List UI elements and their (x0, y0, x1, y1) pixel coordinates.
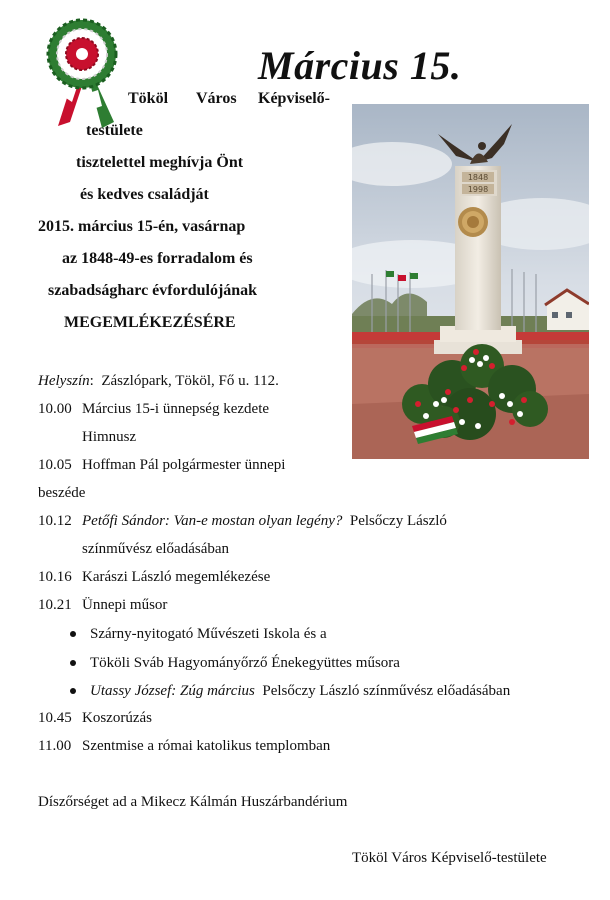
program-text: Március 15-i ünnepség kezdete (82, 401, 270, 417)
honor-guard-line: Díszőrséget ad a Mikecz Kálmán Huszárbandérium (38, 794, 348, 810)
program-continuation: színművész előadásában (82, 541, 230, 557)
poem-title: Petőfi Sándor: Van-e mostan olyan legény? (82, 513, 343, 529)
bullet-item (70, 683, 510, 700)
program-time: 10.00 (38, 401, 72, 417)
program-time: 10.05 (38, 457, 72, 473)
page-title: Március 15. (258, 43, 462, 88)
bullet-item (70, 626, 327, 643)
bullet-item (70, 655, 400, 672)
invite-line-1a: Tököl (128, 90, 169, 107)
program-text (82, 513, 447, 530)
invite-line-5: 2015. március 15-én, vasárnap (38, 218, 246, 235)
bullet-icon (70, 631, 76, 637)
performer: Pelsőczy László (349, 513, 447, 529)
program-time: 10.12 (38, 513, 72, 529)
invite-line-4: és kedves családját (80, 186, 209, 203)
hungarian-cockade-icon (44, 18, 120, 130)
bullet-icon (70, 688, 76, 694)
location-colon: : (89, 373, 94, 389)
invite-line-6: az 1848-49-es forradalom és (62, 250, 253, 267)
invite-line-3: tisztelettel meghívja Önt (76, 154, 244, 171)
invite-line-1c: Képviselő- (258, 90, 330, 107)
bullet-text: Pelsőczy László színművész előadásában (262, 683, 511, 699)
bullet-icon (70, 660, 76, 666)
poem-title: Utassy József: Zúg március (90, 683, 255, 699)
program-text: Hoffman Pál polgármester ünnepi (82, 457, 286, 473)
location-label: Helyszín (38, 373, 90, 389)
monument-year-bottom: 1998 (467, 185, 489, 194)
monument-photo (352, 104, 589, 459)
invite-line-7: szabadságharc évfordulójának (48, 282, 258, 299)
bullet-text: Tököli Sváb Hagyományőrző Énekegyüttes műsora (90, 655, 400, 671)
program-time: 10.21 (38, 597, 72, 613)
program-time: 10.45 (38, 710, 72, 726)
invite-line-2: testülete (86, 122, 143, 139)
invite-line-1b: Város (196, 90, 237, 107)
bullet-text: Szárny-nyitogató Művészeti Iskola és a (90, 626, 327, 642)
program-time: 10.16 (38, 569, 72, 585)
location-line (38, 373, 279, 390)
program-text: Koszorúzás (82, 710, 152, 726)
invite-line-8: MEGEMLÉKEZÉSÉRE (64, 314, 236, 331)
program-time: 11.00 (38, 738, 72, 754)
location-value: Zászlópark, Tököl, Fő u. 112. (101, 373, 279, 389)
program-continuation: Himnusz (82, 429, 137, 445)
monument-year-top: 1848 (467, 173, 489, 182)
signature: Tököl Város Képviselő-testülete (352, 850, 547, 866)
program-text: Ünnepi műsor (82, 597, 168, 613)
program-text: Karászi László megemlékezése (82, 569, 271, 585)
program-continuation: beszéde (38, 485, 86, 501)
program-text: Szentmise a római katolikus templomban (82, 738, 331, 754)
